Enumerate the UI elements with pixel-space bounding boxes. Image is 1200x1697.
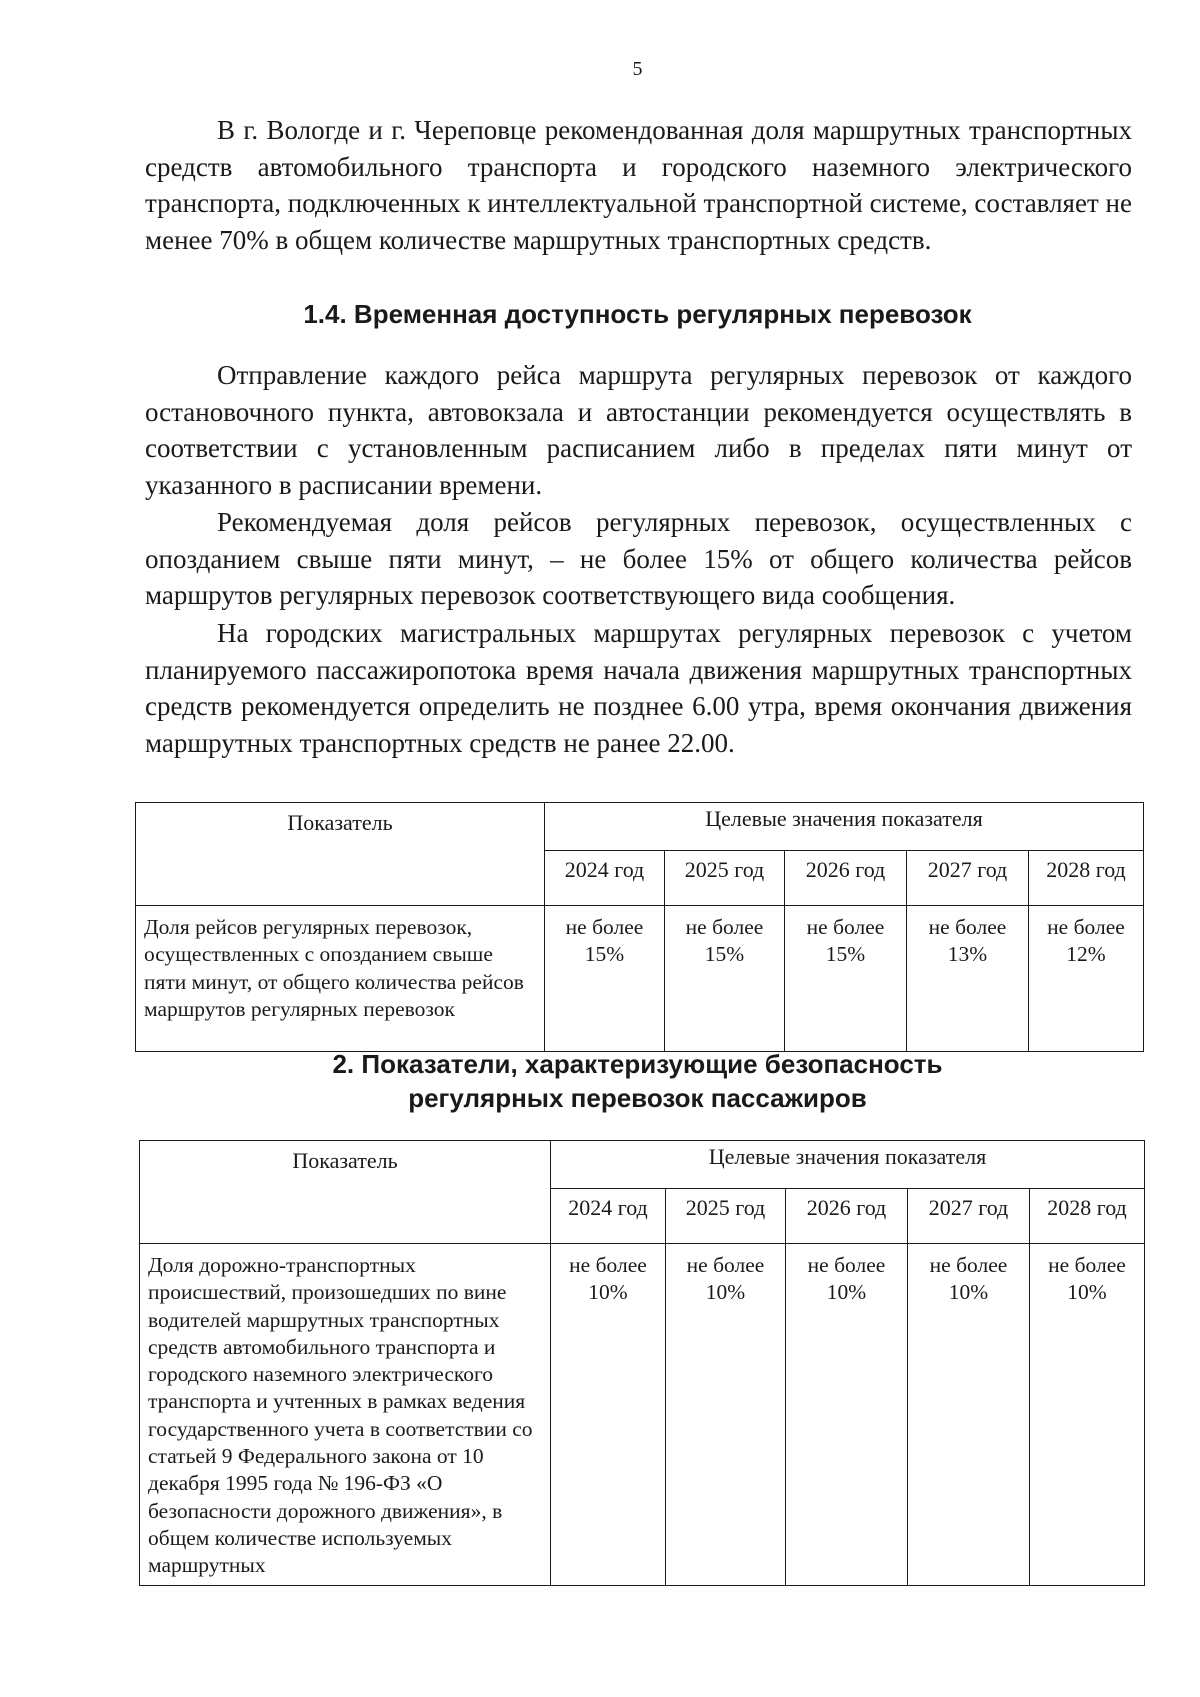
header-target-values: Целевые значения показателя — [551, 1141, 1145, 1189]
year-cell: 2024 год — [545, 850, 665, 905]
table-row — [140, 1244, 1145, 1586]
year-cell: 2028 год — [1029, 850, 1144, 905]
value-cell: не более 10% — [786, 1244, 908, 1586]
table-header-row — [136, 803, 1144, 851]
paragraph-intelligent-transport — [145, 112, 1132, 258]
year-cell: 2028 год — [1030, 1188, 1145, 1243]
paragraph-text: Рекомендуемая доля рейсов регулярных перевозок, осуществленных с опозданием свыше пяти минут, – не более 15% от общего количества рейсов маршрутов регулярных перевозок соответствующего вида сообщения. — [145, 507, 1132, 610]
year-cell: 2027 год — [908, 1188, 1030, 1243]
section-heading-2-line2: регулярных перевозок пассажиров — [408, 1083, 867, 1113]
indicator-cell: Доля дорожно-транспортных происшествий, произошедших по вине водителей маршрутных транспортных средств автомобильного транспорта и городского наземного электрического транспорта и учтенных в рамках ведения государственного учета в соответствии со статьей 9 Федерального закона от 10 декабря 1995 года № 196-ФЗ «О безопасности дорожного движения», в общем количестве используемых маршрутных — [140, 1244, 551, 1586]
header-indicator: Показатель — [136, 803, 545, 906]
table-header-row — [140, 1141, 1145, 1189]
header-target-values: Целевые значения показателя — [545, 803, 1144, 851]
value-cell: не более 12% — [1029, 906, 1144, 1052]
value-cell: не более 13% — [907, 906, 1029, 1052]
paragraph-departure-schedule — [145, 357, 1132, 503]
year-cell: 2024 год — [551, 1188, 666, 1243]
paragraph-text: В г. Вологде и г. Череповце рекомендованная доля маршрутных транспортных средств автомобильного транспорта и городского наземного электрического транспорта, подключенных к интеллектуальной транспортной системе, составляет не менее 70% в общем количестве маршрутных транспортных средств. — [145, 115, 1132, 255]
year-cell: 2026 год — [786, 1188, 908, 1243]
value-cell: не более 15% — [545, 906, 665, 1052]
year-cell: 2027 год — [907, 850, 1029, 905]
value-cell: не более 15% — [665, 906, 785, 1052]
indicator-table-delays — [135, 802, 1144, 1052]
page-number: 5 — [632, 58, 643, 80]
indicator-cell: Доля рейсов регулярных перевозок, осуществленных с опозданием свыше пяти минут, от общего количества рейсов маршрутов регулярных перевозок — [136, 906, 545, 1052]
paragraph-delay-share — [145, 504, 1132, 614]
value-cell: не более 10% — [908, 1244, 1030, 1586]
value-cell: не более 15% — [785, 906, 907, 1052]
year-cell: 2025 год — [665, 850, 785, 905]
section-heading-2-line1: 2. Показатели, характеризующие безопасность — [332, 1049, 943, 1079]
value-cell: не более 10% — [551, 1244, 666, 1586]
section-heading-2 — [0, 1047, 1200, 1115]
paragraph-text: Отправление каждого рейса маршрута регулярных перевозок от каждого остановочного пункта, автовокзала и автостанции рекомендуется осуществлять в соответствии с установленным расписанием либо в пределах пяти минут от указанного в расписании времени. — [145, 360, 1132, 500]
table-row — [136, 906, 1144, 1052]
paragraph-operating-hours — [145, 615, 1132, 761]
paragraph-text: На городских магистральных маршрутах регулярных перевозок с учетом планируемого пассажиропотока время начала движения маршрутных транспортных средств рекомендуется определить не позднее 6.00 утра, время окончания движения маршрутных транспортных средств не ранее 22.00. — [145, 618, 1132, 758]
year-cell: 2025 год — [666, 1188, 786, 1243]
header-indicator: Показатель — [140, 1141, 551, 1244]
value-cell: не более 10% — [666, 1244, 786, 1586]
indicator-table-safety — [139, 1140, 1145, 1586]
section-heading-1-4: 1.4. Временная доступность регулярных перевозок — [303, 299, 972, 329]
year-cell: 2026 год — [785, 850, 907, 905]
value-cell: не более 10% — [1030, 1244, 1145, 1586]
